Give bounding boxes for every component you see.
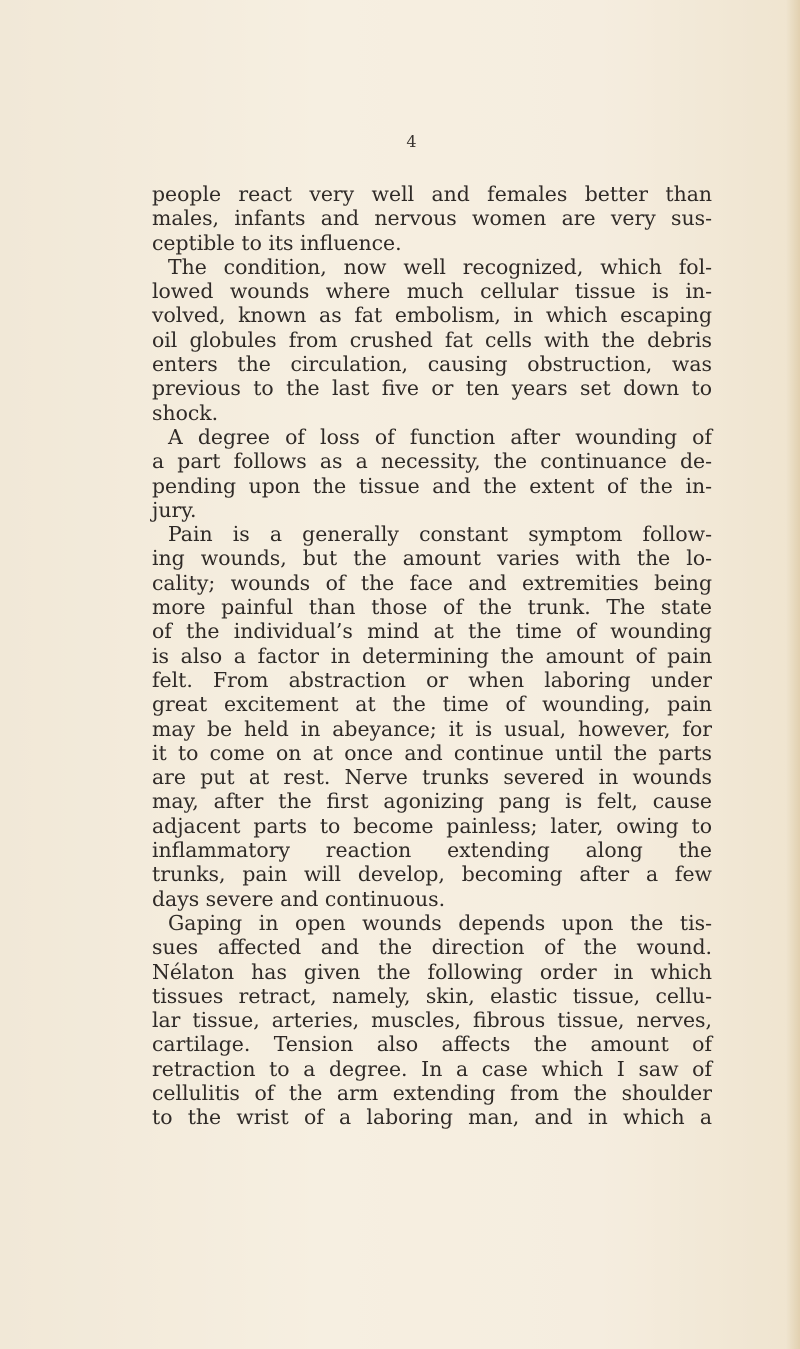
text-line: people react very well and females better than — [152, 182, 712, 206]
text-line: Nélaton has given the following order in which — [152, 959, 712, 984]
text-line: jury. — [152, 497, 197, 522]
text-line: A degree of loss of function after wounding of — [168, 424, 712, 449]
text-line: Gaping in open wounds depends upon the tis- — [168, 910, 712, 935]
text-line: trunks, pain will develop, becoming after a few — [152, 862, 712, 887]
page-number: 4 — [406, 132, 418, 151]
text-line: great excitement at the time of wounding, pain — [152, 692, 712, 717]
text-line: lowed wounds where much cellular tissue is in- — [152, 279, 712, 304]
text-line: Pain is a generally constant symptom follow- — [168, 522, 712, 547]
body-text — [152, 182, 712, 1130]
text-line: ceptible to its influence. — [152, 230, 402, 255]
text-line: may, after the first agonizing pang is felt, cause — [152, 789, 712, 814]
text-line: felt. From abstraction or when laboring under — [152, 667, 712, 692]
text-line: it to come on at once and continue until the parts — [152, 740, 712, 765]
text-line: may be held in abeyance; it is usual, however, for — [152, 716, 712, 741]
text-line: lar tissue, arteries, muscles, fibrous tissue, nerves, — [152, 1008, 712, 1033]
text-line: oil globules from crushed fat cells with the debris — [152, 327, 712, 352]
text-line: a part follows as a necessity, the continuance de- — [152, 449, 712, 474]
text-line: of the individual’s mind at the time of wounding — [152, 619, 712, 644]
text-line: days severe and continuous. — [152, 886, 446, 911]
text-line: retraction to a degree. In a case which I saw of — [152, 1056, 712, 1081]
text-line: is also a factor in determining the amount of pain — [152, 643, 712, 668]
text-line: more painful than those of the trunk. The state — [152, 595, 712, 620]
page-edge-shadow — [786, 0, 800, 1349]
text-line: cality; wounds of the face and extremities being — [152, 570, 712, 595]
text-line: cellulitis of the arm extending from the shoulder — [152, 1080, 712, 1105]
text-line: volved, known as fat embolism, in which escaping — [152, 303, 712, 328]
text-line: shock. — [152, 400, 219, 425]
text-line: are put at rest. Nerve trunks severed in wounds — [152, 765, 712, 790]
text-line: cartilage. Tension also affects the amount of — [152, 1032, 712, 1057]
text-line: enters the circulation, causing obstruction, was — [152, 352, 712, 377]
text-line: sues affected and the direction of the wound. — [152, 935, 712, 960]
text-line: adjacent parts to become painless; later, owing to — [152, 813, 712, 838]
text-line: The condition, now well recognized, which fol- — [168, 254, 712, 279]
text-line: tissues retract, namely, skin, elastic tissue, cellu- — [152, 983, 712, 1008]
text-line: inflammatory reaction extending along the — [152, 838, 712, 863]
text-line: males, infants and nervous women are very sus- — [152, 206, 712, 231]
text-line: to the wrist of a laboring man, and in which a — [152, 1105, 712, 1130]
text-line: previous to the last five or ten years set down to — [152, 376, 712, 401]
text-line: ing wounds, but the amount varies with the lo- — [152, 546, 712, 571]
text-line: pending upon the tissue and the extent of the in- — [152, 473, 712, 498]
